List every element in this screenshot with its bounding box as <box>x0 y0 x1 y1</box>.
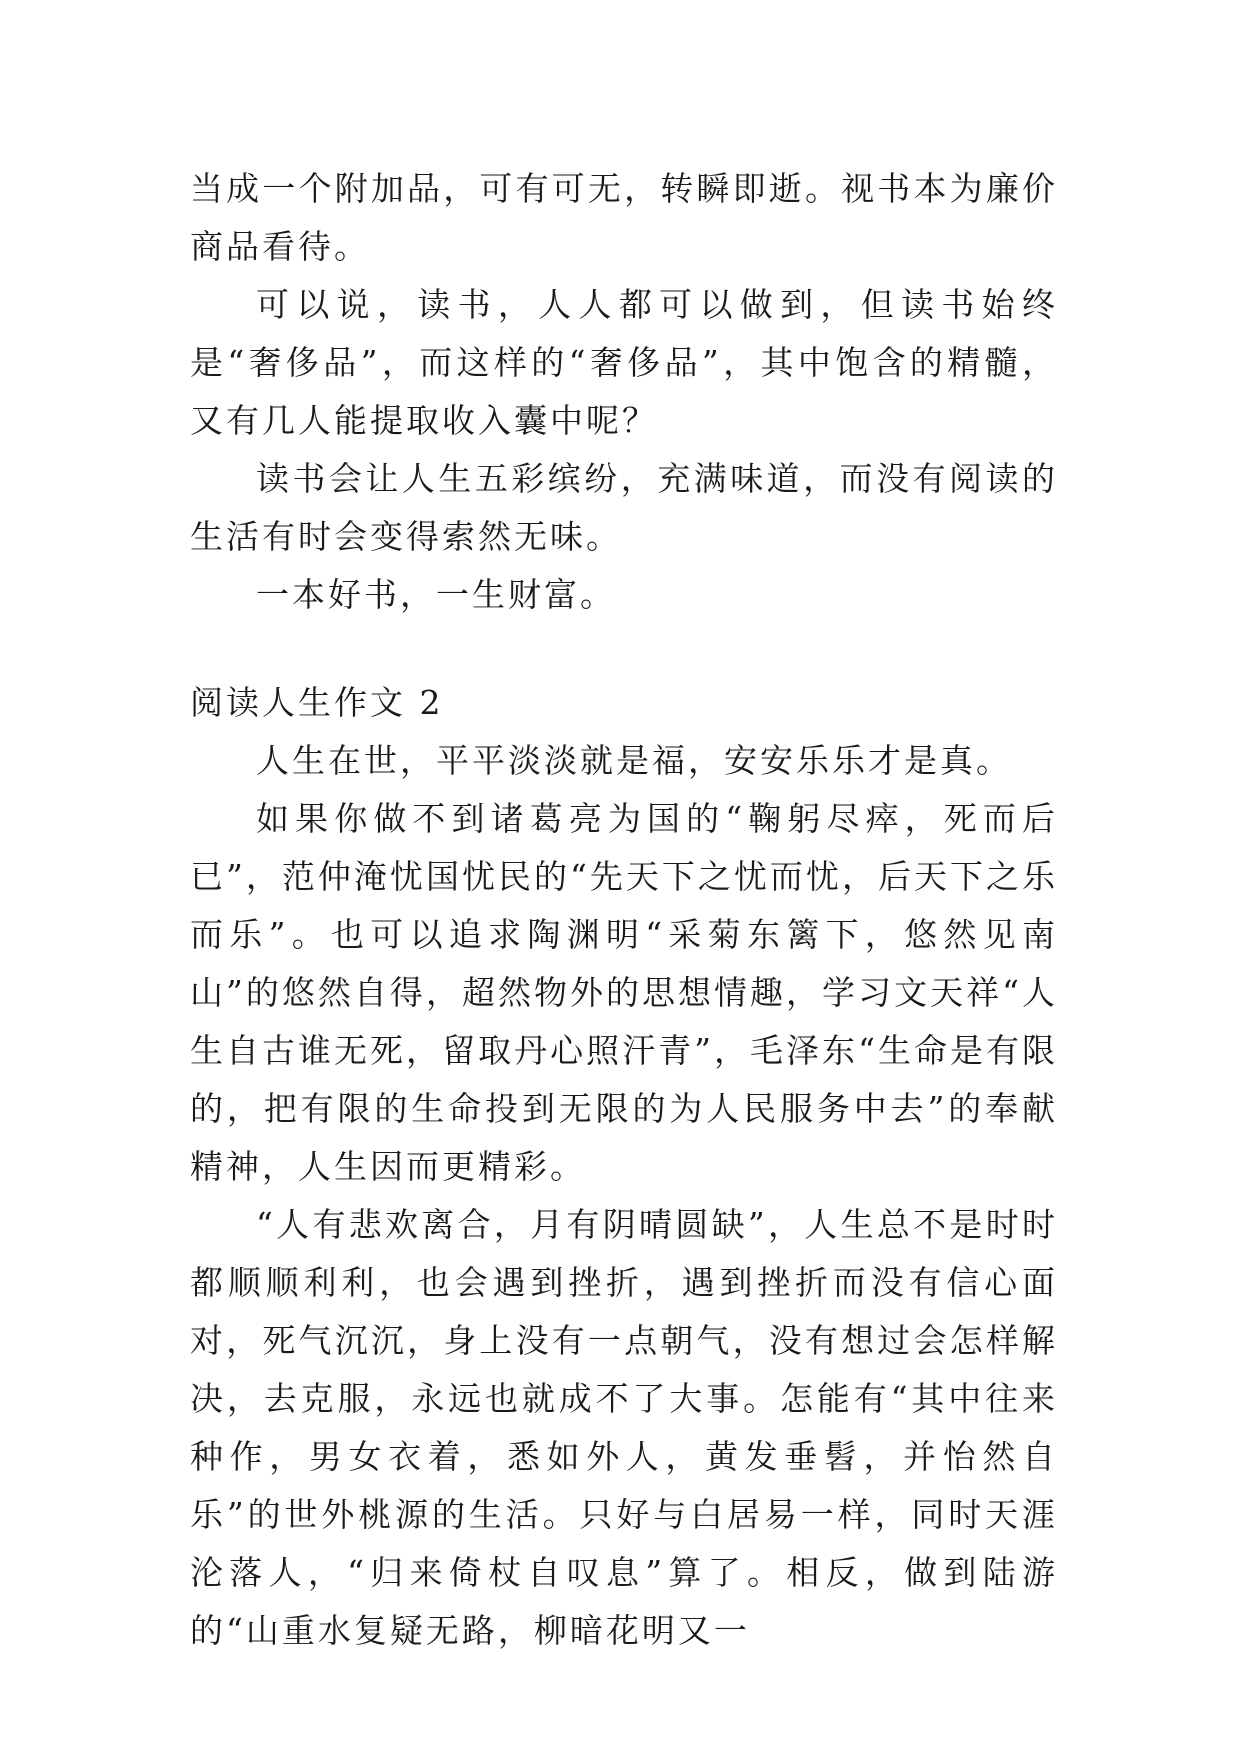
document-page <box>190 160 1058 1660</box>
paragraph-historical-figures: 如果你做不到诸葛亮为国的“鞠躬尽瘁，死而后已”，范仲淹忧国忧民的“先天下之忧而忧，后天下之乐而乐”。也可以追求陶渊明“采菊东篱下，悠然见南山”的悠然自得，超然物外的思想情趣，学习文天祥“人生自古谁无死，留取丹心照汗青”，毛泽东“生命是有限的，把有限的生命投到无限的为人民服务中去”的奉献精神，人生因而更精彩。 <box>190 799 1058 1186</box>
paragraph-life-in-world: 人生在世，平平淡淡就是福，安安乐乐才是真。 <box>256 741 1012 780</box>
paragraph-setbacks: “人有悲欢离合，月有阴晴圆缺”，人生总不是时时都顺顺利利，也会遇到挫折，遇到挫折而没有信心面对，死气沉沉，身上没有一点朝气，没有想过会怎样解决，去克服，永远也就成不了大事。怎能有“其中往来种作，男女衣着，悉如外人，黄发垂髫，并怡然自乐”的世外桃源的生活。只好与白居易一样，同时天涯沦落人，“归来倚杖自叹息”算了。相反，做到陆游的“山重水复疑无路，柳暗花明又一 <box>190 1205 1058 1650</box>
paragraph-luxury-reading: 可以说，读书，人人都可以做到，但读书始终是“奢侈品”，而这样的“奢侈品”，其中饱含的精髓，又有几人能提取收入囊中呢？ <box>190 285 1058 440</box>
essay-title: 阅读人生作文 2 <box>190 683 444 722</box>
paragraph-good-book: 一本好书，一生财富。 <box>256 575 616 614</box>
paragraph-continued: 当成一个附加品，可有可无，转瞬即逝。视书本为廉价商品看待。 <box>190 169 1058 266</box>
paragraph-colorful-life: 读书会让人生五彩缤纷，充满味道，而没有阅读的生活有时会变得索然无味。 <box>190 459 1058 556</box>
